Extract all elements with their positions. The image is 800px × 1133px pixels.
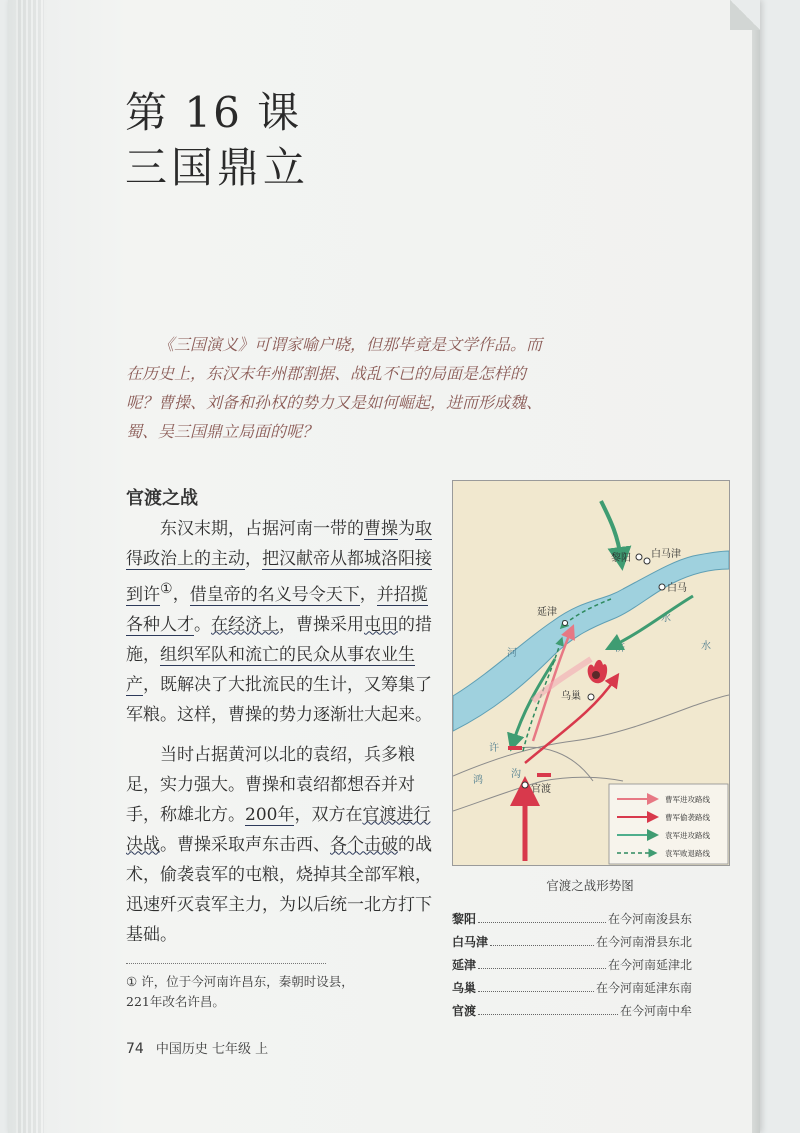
city-marker — [522, 782, 528, 788]
book-title: 中国历史 七年级 上 — [155, 1042, 269, 1057]
lesson-number: 第 16 课 — [125, 88, 302, 137]
wavy-gege: 各个击破 — [330, 834, 398, 855]
map-label-liyang: 黎阳 — [611, 553, 631, 564]
wavy-jingji: 在经济上 — [211, 614, 279, 635]
text-span: ， — [172, 584, 190, 605]
section-heading: 官渡之战 — [126, 488, 198, 509]
underline-zuzhi: 组织军队和流亡的民众从事农业生产 — [126, 644, 415, 695]
paragraph-1 — [126, 514, 436, 730]
place-row — [452, 931, 692, 954]
underline-zhaolan: 并招揽各种人才 — [126, 584, 428, 635]
legend-label: 曹军进攻路线 — [665, 795, 710, 804]
legend-label: 袁军进攻路线 — [665, 831, 710, 840]
city-marker — [588, 694, 594, 700]
place-row — [452, 977, 692, 1000]
city-marker — [636, 554, 642, 560]
footnote — [126, 972, 366, 1012]
text-span: 。曹操采取声东击西、 — [160, 834, 330, 855]
intro-text — [126, 330, 556, 446]
river-label: 水 — [661, 613, 671, 624]
text-span: 东汉末期，占据河南一带的 — [160, 519, 364, 539]
river-label: 河 — [507, 648, 517, 659]
battle-map — [452, 480, 730, 866]
underline-zhengzhi: 取得政治上的主动 — [126, 519, 432, 569]
footnote-rule — [126, 963, 326, 964]
page-footer — [126, 1038, 268, 1057]
river-label: 许 — [489, 743, 499, 754]
place-row — [452, 908, 692, 931]
map-svg — [453, 481, 729, 865]
place-glossary — [452, 908, 692, 1023]
footnote-number: ① — [126, 974, 138, 989]
text-span: ， — [245, 549, 262, 569]
river-label: 水 — [701, 641, 711, 652]
lesson-title: 三国鼎立 — [125, 143, 310, 192]
map-label-guandu: 官渡 — [531, 784, 551, 795]
footnote-text: 许，位于今河南许昌东，秦朝时设县，221年改名许昌。 — [126, 974, 354, 1009]
text-span: ， — [359, 584, 377, 605]
place-name: 官渡 — [452, 1004, 477, 1018]
place-location: 在今河南中牟 — [619, 1004, 692, 1018]
map-label-baima: 白马 — [667, 583, 687, 594]
text-span: 为 — [398, 519, 415, 539]
map-label-wuchao: 乌巢 — [561, 691, 581, 702]
intro-paragraph: 《三国演义》可谓家喻户晓，但那毕竟是文学作品。而在历史上，东汉末年州郡割据、战乱不已的局面是怎样的呢？曹操、刘备和孙权的势力又是如何崛起，进而形成魏、蜀、吴三国鼎立局面的呢？ — [126, 335, 543, 441]
place-row — [452, 954, 692, 977]
corner-fold — [730, 0, 760, 30]
page-binding — [16, 0, 44, 1133]
dot-leader — [478, 1014, 618, 1015]
page-edge — [752, 0, 760, 1133]
place-name: 延津 — [452, 958, 477, 972]
river-label: 沟 — [511, 769, 521, 780]
text-span: ，双方在 — [294, 804, 363, 825]
dot-leader — [490, 945, 594, 946]
underline-year: 200年 — [245, 804, 295, 825]
fire-icon — [592, 671, 600, 679]
text-span: 的战术，偷袭袁军的屯粮，烧掉其全部军粮，迅速歼灭袁军主力，为以后统一北方打下基础。 — [126, 834, 432, 945]
text-span: ，曹操采用 — [279, 614, 364, 635]
text-span: 的措施， — [126, 614, 432, 665]
wavy-tuntian: 屯田 — [364, 614, 398, 635]
legend-label: 袁军败退路线 — [665, 849, 710, 858]
place-location: 在今河南滑县东北 — [595, 935, 692, 949]
place-location: 在今河南延津东南 — [595, 981, 692, 995]
underline-xiandi: 把汉献帝从都城洛阳接到许 — [126, 549, 432, 605]
place-row — [452, 1000, 692, 1023]
paragraph-2 — [126, 740, 436, 950]
map-caption: 官渡之战形势图 — [546, 878, 634, 893]
map-label-yanjin: 延津 — [537, 607, 557, 618]
place-name: 乌巢 — [452, 981, 477, 995]
place-location: 在今河南延津北 — [607, 958, 692, 972]
city-marker — [644, 558, 650, 564]
river-label: 鸿 — [473, 775, 483, 786]
place-name: 白马津 — [452, 935, 489, 949]
place-name: 黎阳 — [452, 912, 477, 926]
place-location: 在今河南浚县东 — [607, 912, 692, 926]
footnote-marker[interactable]: ① — [160, 581, 173, 597]
map-label-baimajin: 白马津 — [651, 549, 681, 560]
river-label: 济 — [615, 643, 625, 654]
text-span: 。 — [194, 614, 211, 635]
dot-leader — [478, 991, 594, 992]
underline-jie: 借皇帝的名义号令天下 — [189, 584, 360, 605]
dot-leader — [478, 968, 606, 969]
text-span: 当时占据黄河以北的袁绍，兵多粮足，实力强大。曹操和袁绍都想吞并对手，称雄北方。 — [126, 744, 415, 825]
body-text — [126, 514, 436, 960]
city-marker — [659, 584, 665, 590]
text-span: ，既解决了大批流民的生计，又筹集了军粮。这样，曹操的势力逐渐壮大起来。 — [126, 674, 432, 725]
underline-caocao: 曹操 — [364, 519, 398, 539]
wavy-guandu: 官渡进行决战 — [126, 804, 431, 855]
city-marker — [563, 621, 568, 626]
fortification-icon — [508, 746, 522, 750]
dot-leader — [478, 922, 606, 923]
page-number: 74 — [126, 1041, 144, 1057]
legend-label: 曹军偷袭路线 — [665, 813, 710, 822]
fortification-icon — [537, 773, 551, 777]
